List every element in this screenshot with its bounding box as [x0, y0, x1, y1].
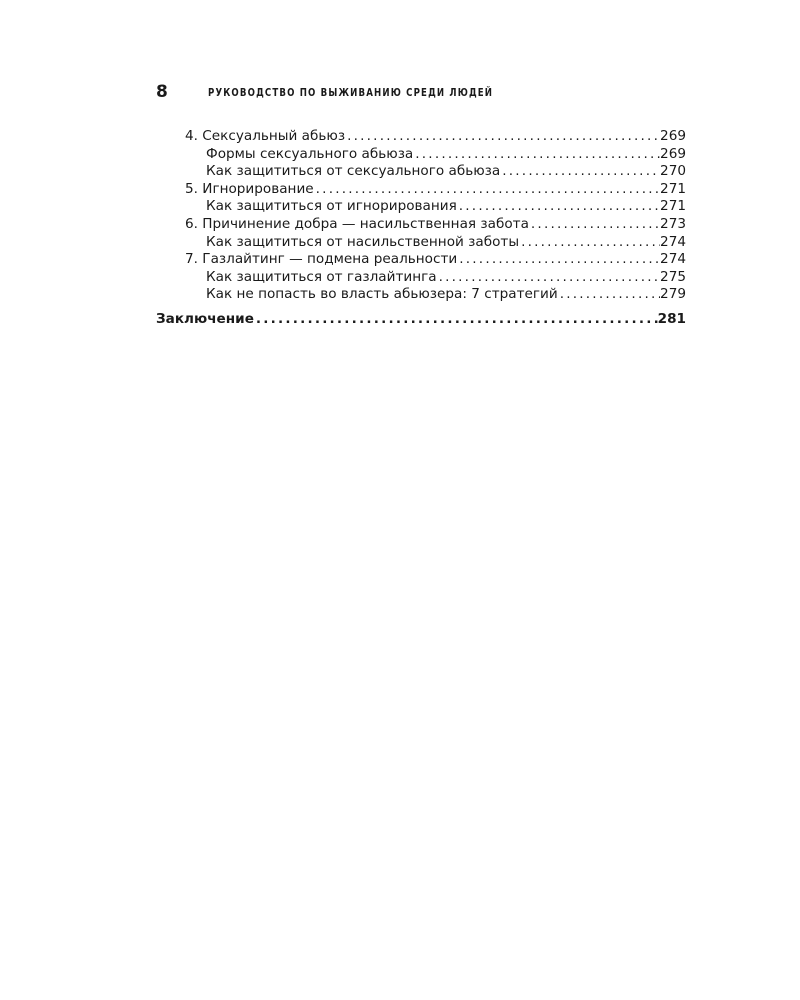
toc-entry-title: Формы сексуального абьюза — [206, 145, 414, 162]
page-number: 8 — [156, 82, 168, 102]
toc-entry-conclusion[interactable] — [156, 311, 686, 329]
table-of-contents — [156, 128, 686, 329]
toc-entry-page: 271 — [660, 180, 686, 197]
dot-leader — [457, 251, 660, 269]
toc-entry-title: Как защититься от сексуального абьюза — [206, 163, 501, 180]
toc-entry-page: 270 — [660, 163, 686, 180]
dot-leader — [558, 286, 660, 304]
dot-leader — [500, 163, 660, 181]
toc-entry-page: 269 — [660, 145, 686, 162]
toc-entry[interactable] — [156, 181, 686, 199]
toc-entry[interactable] — [156, 251, 686, 269]
toc-entry-title: 6. Причинение добра — насильственная забота — [185, 215, 529, 232]
toc-entry[interactable] — [156, 286, 686, 304]
toc-entry[interactable] — [156, 269, 686, 287]
toc-entry[interactable] — [156, 216, 686, 234]
toc-entry-page: 273 — [660, 215, 686, 232]
toc-entry-title: Как защититься от газлайтинга — [206, 268, 437, 285]
toc-entry-title: Заключение — [156, 310, 254, 327]
toc-entry-page: 275 — [660, 268, 686, 285]
toc-entry[interactable] — [156, 128, 686, 146]
toc-entry-title: 5. Игнорирование — [185, 180, 314, 197]
dot-leader — [457, 198, 660, 216]
toc-entry[interactable] — [156, 198, 686, 216]
toc-entry[interactable] — [156, 234, 686, 252]
dot-leader — [519, 234, 660, 252]
toc-entry[interactable] — [156, 146, 686, 164]
toc-entry-title: Как защититься от насильственной заботы — [206, 233, 520, 250]
toc-entry-page: 271 — [660, 198, 686, 215]
dot-leader — [314, 181, 660, 199]
toc-entry-page: 274 — [660, 251, 686, 268]
toc-entry-title: Как не попасть во власть абьюзера: 7 стратегий — [206, 286, 558, 303]
dot-leader — [413, 146, 660, 164]
toc-entry-page: 281 — [657, 310, 686, 327]
running-title: РУКОВОДСТВО ПО ВЫЖИВАНИЮ СРЕДИ ЛЮДЕЙ — [208, 87, 494, 99]
toc-entry-title: 7. Газлайтинг — подмена реальности — [185, 251, 458, 268]
toc-entry-page: 274 — [660, 233, 686, 250]
dot-leader — [437, 269, 660, 287]
dot-leader — [529, 216, 660, 234]
page-header — [156, 82, 696, 104]
dot-leader — [345, 128, 660, 146]
toc-entry-page: 269 — [660, 128, 686, 144]
toc-entry[interactable] — [156, 163, 686, 181]
toc-entry-page: 279 — [660, 286, 686, 303]
toc-entry-title: Как защититься от игнорирования — [206, 198, 457, 215]
toc-entry-title: 4. Сексуальный абьюз — [185, 128, 346, 144]
dot-leader — [254, 311, 658, 329]
